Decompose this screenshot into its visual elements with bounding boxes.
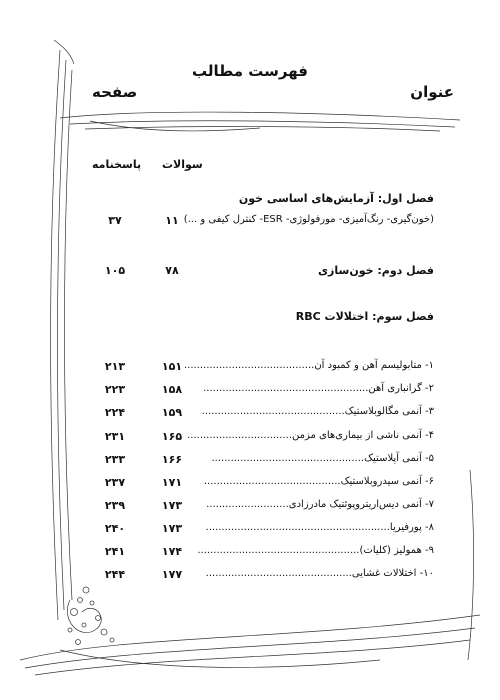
toc-item-2: ۲- گرانباری آهن.................................................... bbox=[203, 383, 434, 394]
toc-item-2-questions: ۱۵۸ bbox=[161, 383, 183, 396]
toc-item-4-questions: ۱۶۵ bbox=[161, 430, 183, 443]
chapter2-title: فصل دوم: خون‌سازی bbox=[317, 264, 434, 277]
page-column-heading: صفحه bbox=[92, 83, 138, 101]
toc-item-8-questions: ۱۷۳ bbox=[161, 522, 183, 535]
toc-item-6-questions: ۱۷۱ bbox=[161, 476, 183, 489]
toc-item-1-questions: ۱۵۱ bbox=[161, 360, 183, 373]
toc-item-7-questions: ۱۷۳ bbox=[161, 499, 183, 512]
toc-item-3-answers: ۲۲۴ bbox=[104, 406, 126, 419]
toc-item-1: ۱- متابولیسم آهن و کمبود آن......................................... bbox=[183, 360, 434, 371]
toc-item-7-answers: ۲۳۹ bbox=[104, 499, 126, 512]
toc-item-3-questions: ۱۵۹ bbox=[161, 406, 183, 419]
toc-item-10-answers: ۲۴۴ bbox=[104, 568, 126, 581]
toc-item-3: ۳- آنمی مگالوبلاستیک............................................. bbox=[201, 406, 434, 417]
chapter1-subtitle: (خون‌گیری- رنگ‌آمیزی- مورفولوژی- ESR- کنترل کیفی و ...) bbox=[183, 214, 434, 225]
toc-item-10: ۱۰- اختلالات غشایی.............................................. bbox=[205, 568, 434, 579]
toc-item-5-answers: ۲۳۳ bbox=[104, 453, 126, 466]
toc-item-4-answers: ۲۳۱ bbox=[104, 430, 126, 443]
answers-column-heading: پاسخنامه bbox=[92, 158, 142, 171]
toc-item-10-questions: ۱۷۷ bbox=[161, 568, 183, 581]
toc-item-9: ۹- همولیز (کلیات)................................................... bbox=[197, 545, 434, 556]
toc-item-7: ۷- آنمی دیس‌اریتروپوئتیک مادرزادی.......................... bbox=[206, 499, 434, 510]
toc-item-8: ۸- پورفیریا.......................................................... bbox=[205, 522, 434, 533]
toc-item-5: ۵- آنمی آپلاستیک................................................ bbox=[211, 453, 434, 464]
page-title: فهرست مطالب bbox=[192, 62, 308, 80]
chapter1-answers-page: ۳۷ bbox=[108, 214, 122, 227]
toc-item-8-answers: ۲۴۰ bbox=[104, 522, 126, 535]
toc-item-6: ۶- آنمی سیدروبلاستیک........................................... bbox=[203, 476, 434, 487]
chapter2-questions-page: ۷۸ bbox=[165, 264, 179, 277]
toc-item-4: ۴- آنمی ناشی از بیماری‌های مزمن................................. bbox=[187, 430, 434, 441]
toc-item-1-answers: ۲۱۳ bbox=[104, 360, 126, 373]
questions-column-heading: سوالات bbox=[162, 158, 203, 171]
chapter2-answers-page: ۱۰۵ bbox=[104, 264, 126, 277]
chapter1-title: فصل اول: آزمایش‌های اساسی خون bbox=[238, 192, 434, 205]
toc-item-6-answers: ۲۳۷ bbox=[104, 476, 126, 489]
chapter1-questions-page: ۱۱ bbox=[165, 214, 179, 227]
toc-item-9-questions: ۱۷۴ bbox=[161, 545, 183, 558]
toc-item-2-answers: ۲۲۳ bbox=[104, 383, 126, 396]
toc-item-9-answers: ۲۴۱ bbox=[104, 545, 126, 558]
chapter3-title: فصل سوم: اختلالات RBC bbox=[295, 310, 434, 323]
toc-item-5-questions: ۱۶۶ bbox=[161, 453, 183, 466]
title-column-heading: عنوان bbox=[410, 83, 454, 101]
